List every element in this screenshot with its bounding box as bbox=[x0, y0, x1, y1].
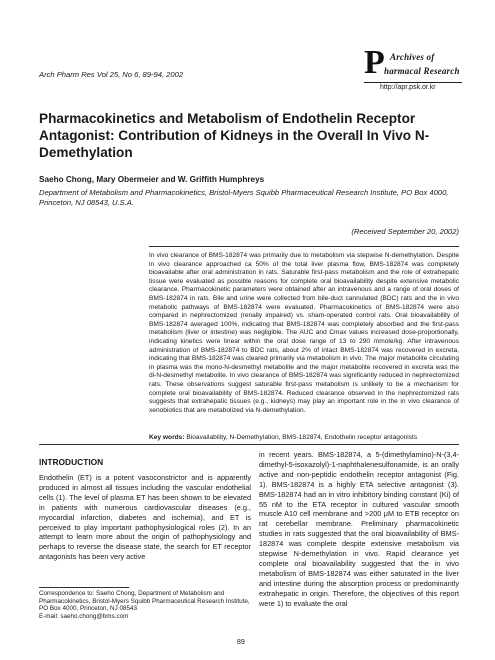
abstract-top-rule bbox=[149, 246, 459, 247]
article-title: Pharmacokinetics and Metabolism of Endothelin Receptor Antagonist: Contribution of Kidneys in the Overall In Vivo N-Demethylation bbox=[39, 111, 430, 160]
intro-right-column: in recent years. BMS-182874, a 5-(dimethylamino)-N-(3,4-dimethyl-5-isoxazolyl)-1-naphthalenesulfonamide, is an orally active and non-peptidic endothelin receptor antagonist (Fig. 1). BMS-182874 is a highly ETA selective antagonist (3). BMS-182874 had an in vitro inhibitory binding constant (Ki) of 55 nM to the ETA receptor in cultured vascular smooth muscle A10 cell membrane and >200 μM to ETB receptor on rat cerebellar membrane. Preliminary pharmacokinetic studies in rats suggested that the oral bioavailability of BMS-182874 was complete despite extensive metabolism via stepwise N-demethylation in vivo. Rapid clearance yet complete oral bioavailability suggested that the in vivo metabolism of BMS-182874 was either saturated in the liver and intestine during the absorption process or predominantly extrahepatic in origin. Therefore, the objectives of this report were 1) to evaluate the oral bbox=[259, 450, 459, 608]
journal-citation: Arch Pharm Res Vol 25, No 6, 89-94, 2002 bbox=[39, 70, 184, 79]
article-affiliation: Department of Metabolism and Pharmacokinetics, Bristol-Myers Squibb Pharmaceutical Research Institute, PO Box 4000, Princeton, NJ 08543, U.S.A. bbox=[39, 188, 449, 207]
keywords-label: Key words: bbox=[149, 434, 185, 441]
page-number: 89 bbox=[237, 639, 245, 646]
footnote-rule bbox=[39, 587, 129, 588]
correspondence-note bbox=[39, 590, 251, 620]
logo-line-2: harmacal Research bbox=[384, 66, 460, 76]
abstract-bottom-rule bbox=[39, 444, 459, 445]
logo-divider bbox=[364, 82, 462, 83]
received-date: (Received September 20, 2002) bbox=[351, 227, 459, 236]
intro-left-column: Endothelin (ET) is a potent vasoconstrictor and is apparently produced in almost all tissues including the vascular endothelial cells (1). The level of plasma ET has been shown to be elevated in patients with numerous cardiovascular diseases (e.g., myocardial infarction, diabetes and ischemia), and ET is perceived to play important pathophysiological roles (2). In an attempt to learn more about the origin of pathophysiology and perhaps to reverse the disease state, the search for ET receptor antagonists has been very active bbox=[39, 473, 251, 562]
logo-line-1: Archives of bbox=[390, 52, 435, 62]
logo-letter: P bbox=[364, 44, 385, 81]
intro-heading: INTRODUCTION bbox=[39, 457, 104, 467]
journal-logo bbox=[364, 44, 462, 82]
keywords-list: Bioavailability, N-Demethylation, BMS-182874, Endothelin receptor antagonists bbox=[186, 434, 418, 441]
abstract-text: In vivo clearance of BMS-182874 was primarily due to metabolism via stepwise N-demethylation. Despite in vivo clearance approached ca 50% of the total liver plasma flow, BMS-182874 was completely bioavailable after oral administration in rats. Saturable first-pass metabolism and the role of extrahepatic tissue were evaluated as possible reasons for complete oral bioavailability despite extensive metabolic clearance. Pharmacokinetic parameters were obtained after an intravenous and a range of oral doses of BMS-182874 in rats. Bile and urine were collected from bile-duct cannulated (BDC) rats and the in vivo metabolic pathways of BMS-182874 were evaluated. Pharmacokinetics of BMS-182874 were also compared in nephrectomized (renally impaired) vs. sham-operated control rats. Oral bioavailability of BMS-182874 averaged 100%, indicating that BMS-182874 was completely absorbed and the first-pass metabolism (liver or intestine) was negligible. The AUC and Cmax values increased dose-proportionally, indicating kinetics were linear within the oral dose range of 13 to 290 mmole/kg. After intravenous administration of BMS-182874 to BDC rats, about 2% of intact BMS-182874 was recovered in excreta, indicating that BMS-182874 was cleared primarily via metabolism in vivo. The major metabolite circulating in plasma was the mono-N-desmethyl metabolite and the major metabolite recovered in excreta was the di-N-desmethyl metabolite. In vivo clearance of BMS-182874 was significantly reduced in nephrectomized rats. These observations suggest saturable first-pass metabolism is unlikely to be a mechanism for complete oral bioavailability of BMS-182874. Reduced clearance observed in the nephrectomized rats suggests that extrahepatic tissues (e.g., kidneys) may play an important role in the in vivo clearance of xenobiotics that are metabolized via N-demethylation. bbox=[149, 252, 459, 414]
correspondence-text: Correspondence to: Saeho Chong, Department of Metabolism and Pharmacokinetics, Bristol-Myers Squibb Pharmaceutical Research Institute, PO Box 4000, Princeton, NJ 08543 bbox=[39, 590, 250, 613]
correspondence-email[interactable]: E-mail: saeho.chong@bms.com bbox=[39, 612, 129, 620]
journal-url[interactable]: http://apr.psk.or.kr bbox=[380, 84, 436, 91]
article-authors: Saeho Chong, Mary Obermeier and W. Griffith Humphreys bbox=[39, 175, 265, 184]
keywords-line bbox=[149, 434, 459, 441]
